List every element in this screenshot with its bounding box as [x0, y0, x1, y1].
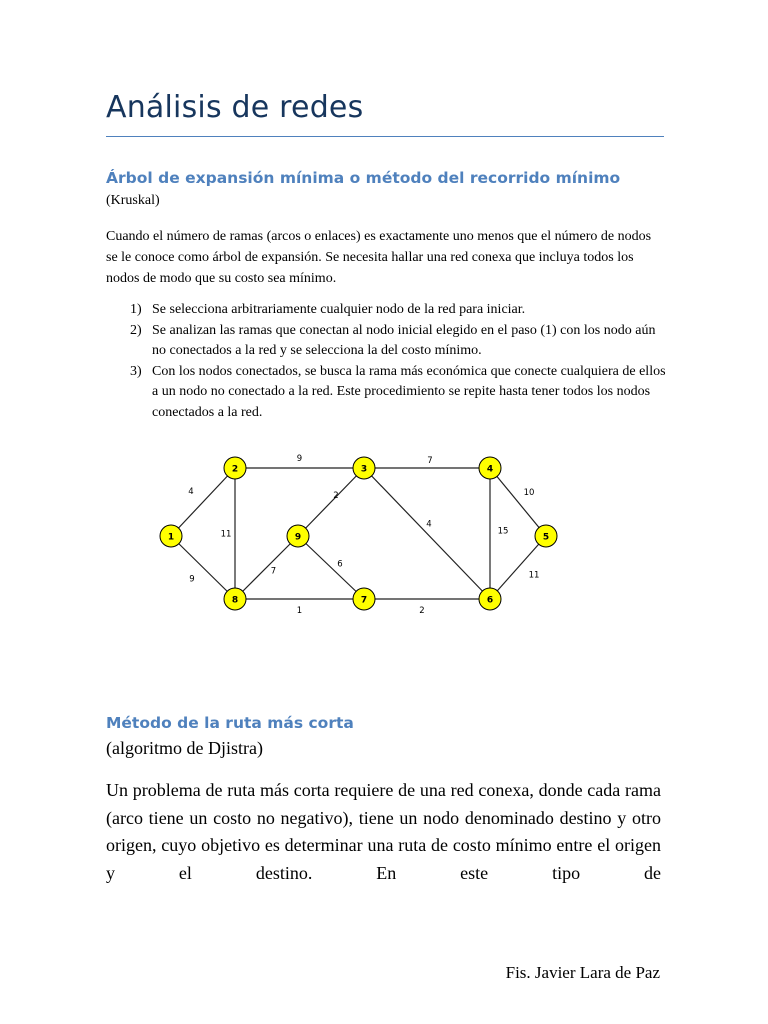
graph-node-label-6: 6 — [486, 595, 494, 606]
list-item — [106, 300, 666, 321]
network-graph-diagram — [150, 450, 570, 615]
list-item-text: Con los nodos conectados, se busca la rama más económica que conecte cualquiera de ellos a un nodo no conectado a la red. Este procedimiento se repite hasta tener todos los nodos conectados a la red. — [152, 363, 666, 420]
graph-node-label-1: 1 — [167, 532, 175, 543]
graph-edge-weight-2-8: 11 — [220, 529, 232, 540]
graph-edge-weight-1-8: 9 — [189, 574, 195, 585]
list-item-number: 2) — [130, 322, 142, 338]
graph-node-label-4: 4 — [486, 464, 494, 475]
list-item — [106, 362, 666, 424]
list-item-number: 3) — [130, 363, 142, 379]
section-subtitle-kruskal: (Kruskal) — [106, 193, 160, 208]
graph-edge-weight-7-6: 2 — [419, 606, 425, 616]
page-title: Análisis de redes — [106, 90, 364, 125]
title-underline — [106, 136, 664, 137]
list-item-number: 1) — [130, 302, 142, 317]
graph-edge-weight-2-3: 9 — [296, 454, 303, 464]
section-subtitle-dijkstra: (algoritmo de Djistra) — [106, 738, 263, 758]
graph-edge-weight-9-8: 7 — [270, 566, 277, 577]
shortest-path-paragraph: Un problema de ruta más corta requiere de una red conexa, donde cada rama (arco tiene un costo no negativo), tiene un nodo denominado destino y otro origen, cuyo objetivo es determinar una ruta de costo mínimo entre el origen y el destino. En este tipo de — [106, 780, 661, 883]
graph-node-label-8: 8 — [231, 595, 239, 606]
graph-node-label-9: 9 — [294, 532, 302, 543]
graph-edge-weight-4-5: 10 — [523, 488, 535, 498]
graph-edge-weight-8-7: 1 — [296, 606, 303, 616]
section-heading-shortest-path: Método de la ruta más corta — [106, 714, 354, 732]
graph-node-label-3: 3 — [360, 464, 368, 475]
graph-edge-9-7 — [298, 536, 364, 599]
list-item — [106, 321, 666, 362]
graph-edge-weight-3-9: 2 — [333, 491, 339, 501]
graph-edge-weight-1-2: 4 — [188, 487, 194, 497]
author-footer: Fis. Javier Lara de Paz — [505, 963, 660, 982]
graph-node-label-7: 7 — [360, 595, 368, 606]
graph-edge-3-6 — [364, 468, 490, 599]
graph-edge-weight-3-4: 7 — [427, 456, 433, 466]
graph-edge-weight-9-7: 6 — [337, 559, 343, 570]
kruskal-steps-list — [106, 300, 666, 423]
kruskal-paragraph: Cuando el número de ramas (arcos o enlaces) es exactamente uno menos que el número de nodos se le conoce como árbol de expansión. Se necesita hallar una red conexa que incluya todos los nodos de modo que su costo sea mínimo. — [106, 229, 652, 286]
graph-edge-5-6 — [490, 536, 546, 599]
graph-edge-3-9 — [298, 468, 364, 536]
section-heading-kruskal: Árbol de expansión mínima o método del recorrido mínimo — [106, 169, 621, 187]
graph-edge-1-8 — [171, 536, 235, 599]
graph-edge-weight-4-6: 15 — [497, 526, 509, 537]
graph-node-label-5: 5 — [542, 532, 550, 543]
graph-edge-1-2 — [171, 468, 235, 536]
graph-node-label-2: 2 — [231, 464, 239, 475]
list-item-text: Se analizan las ramas que conectan al nodo inicial elegido en el paso (1) con los nodo aún no conectados a la red y se selecciona la del costo mínimo. — [152, 322, 656, 358]
graph-edge-weight-5-6: 11 — [528, 570, 540, 581]
graph-edge-weight-3-6: 4 — [426, 519, 432, 530]
list-item-text: Se selecciona arbitrariamente cualquier nodo de la red para iniciar. — [152, 302, 526, 317]
graph-edge-9-8 — [235, 536, 298, 599]
